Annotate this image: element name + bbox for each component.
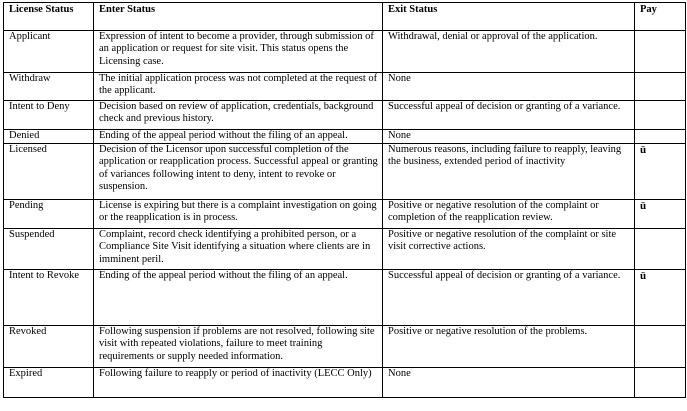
pay-cell [635, 73, 686, 101]
table-header-row [4, 3, 686, 31]
status-cell: Applicant [4, 31, 94, 73]
exit-status-cell: Successful appeal of decision or granting of a variance. [383, 101, 635, 130]
pay-cell [635, 368, 686, 398]
status-cell: Intent to Revoke [4, 270, 94, 326]
enter-status-cell: Decision based on review of application, credentials, background check and previous history. [94, 101, 383, 130]
header-pay: Pay [635, 3, 686, 31]
pay-cell [635, 130, 686, 144]
table-row [4, 326, 686, 368]
pay-cell [635, 326, 686, 368]
enter-status-cell: Following failure to reapply or period of inactivity (LECC Only) [94, 368, 383, 398]
table-row [4, 144, 686, 200]
exit-status-cell: Positive or negative resolution of the complaint or site visit corrective actions. [383, 229, 635, 270]
table-row [4, 31, 686, 73]
status-cell: Suspended [4, 229, 94, 270]
pay-cell [635, 229, 686, 270]
status-cell: Revoked [4, 326, 94, 368]
status-cell: Pending [4, 200, 94, 229]
pay-check-mark: ü [635, 200, 686, 229]
enter-status-cell: Ending of the appeal period without the filing of an appeal. [94, 270, 383, 326]
header-license-status: License Status [4, 3, 94, 31]
enter-status-cell: License is expiring but there is a complaint investigation on going or the reapplication is in process. [94, 200, 383, 229]
enter-status-cell: Expression of intent to become a provider, through submission of an application or request for site visit. This status opens the Licensing case. [94, 31, 383, 73]
header-enter-status: Enter Status [94, 3, 383, 31]
table-row [4, 101, 686, 130]
exit-status-cell: Successful appeal of decision or granting of a variance. [383, 270, 635, 326]
status-cell: Licensed [4, 144, 94, 200]
exit-status-cell: Withdrawal, denial or approval of the application. [383, 31, 635, 73]
table-row [4, 130, 686, 144]
exit-status-cell: Numerous reasons, including failure to reapply, leaving the business, extended period of inactivity [383, 144, 635, 200]
pay-cell [635, 31, 686, 73]
enter-status-cell: Decision of the Licensor upon successful completion of the application or reapplication process. Successful appeal or granting of variances following intent to deny, intent to revoke or suspension. [94, 144, 383, 200]
enter-status-cell: Following suspension if problems are not resolved, following site visit with repeated violations, failure to meet training requirements or supply needed information. [94, 326, 383, 368]
exit-status-cell: None [383, 368, 635, 398]
exit-status-cell: None [383, 130, 635, 144]
pay-check-mark: ü [635, 144, 686, 200]
table-row [4, 368, 686, 398]
table-row [4, 229, 686, 270]
enter-status-cell: The initial application process was not completed at the request of the applicant. [94, 73, 383, 101]
status-cell: Expired [4, 368, 94, 398]
table-row [4, 200, 686, 229]
status-cell: Withdraw [4, 73, 94, 101]
license-status-table [3, 2, 686, 398]
pay-cell [635, 101, 686, 130]
header-exit-status: Exit Status [383, 3, 635, 31]
enter-status-cell: Complaint, record check identifying a prohibited person, or a Compliance Site Visit identifying a situation where clients are in imminent peril. [94, 229, 383, 270]
table-row [4, 73, 686, 101]
exit-status-cell: None [383, 73, 635, 101]
pay-check-mark: ü [635, 270, 686, 326]
exit-status-cell: Positive or negative resolution of the problems. [383, 326, 635, 368]
exit-status-cell: Positive or negative resolution of the complaint or completion of the reapplication review. [383, 200, 635, 229]
status-cell: Denied [4, 130, 94, 144]
status-cell: Intent to Deny [4, 101, 94, 130]
enter-status-cell: Ending of the appeal period without the filing of an appeal. [94, 130, 383, 144]
table-row [4, 270, 686, 326]
